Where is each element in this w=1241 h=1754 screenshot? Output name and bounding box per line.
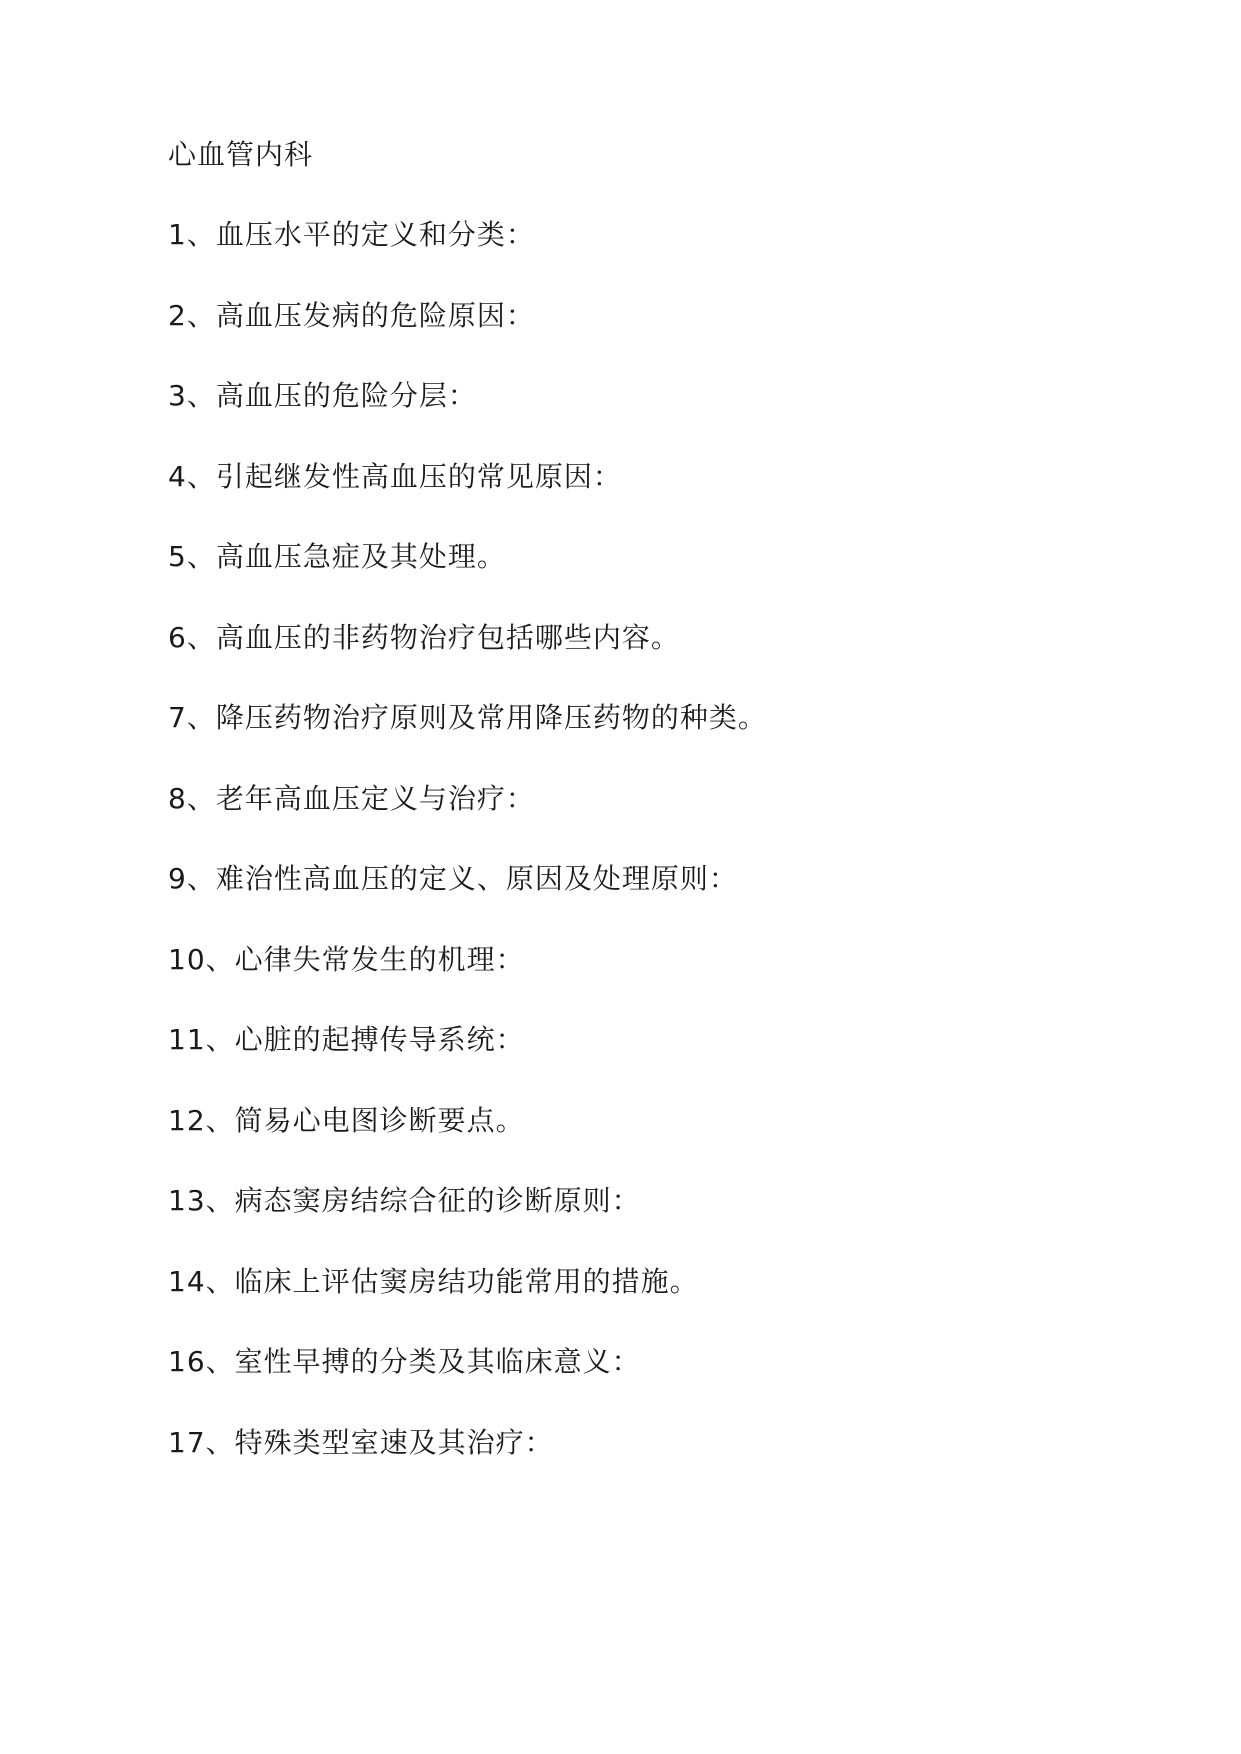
- question-list: [168, 217, 767, 1505]
- list-item: 3、高血压的危险分层：: [168, 379, 477, 412]
- list-item: 8、老年高血压定义与治疗：: [168, 781, 535, 815]
- list-item: 1、血压水平的定义和分类：: [168, 218, 535, 251]
- list-item: 17、特殊类型室速及其治疗：: [168, 1425, 554, 1459]
- list-item: 13、病态窦房结综合征的诊断原则：: [168, 1184, 641, 1217]
- list-item: 14、临床上评估窦房结功能常用的措施。: [168, 1264, 699, 1298]
- list-item: 4、引起继发性高血压的常见原因：: [168, 459, 622, 493]
- document-title: 心血管内科: [168, 138, 314, 171]
- list-item: 10、心律失常发生的机理：: [168, 942, 525, 976]
- list-item: 12、简易心电图诊断要点。: [168, 1103, 525, 1137]
- list-item: 7、降压药物治疗原则及常用降压药物的种类。: [168, 701, 767, 734]
- list-item: 9、难治性高血压的定义、原因及处理原则：: [168, 862, 738, 895]
- list-item: 16、室性早搏的分类及其临床意义：: [168, 1345, 641, 1378]
- list-item: 2、高血压发病的危险原因：: [168, 298, 535, 332]
- list-item: 11、心脏的起搏传导系统：: [168, 1023, 525, 1056]
- list-item: 5、高血压急症及其处理。: [168, 540, 506, 573]
- list-item: 6、高血压的非药物治疗包括哪些内容。: [168, 620, 680, 654]
